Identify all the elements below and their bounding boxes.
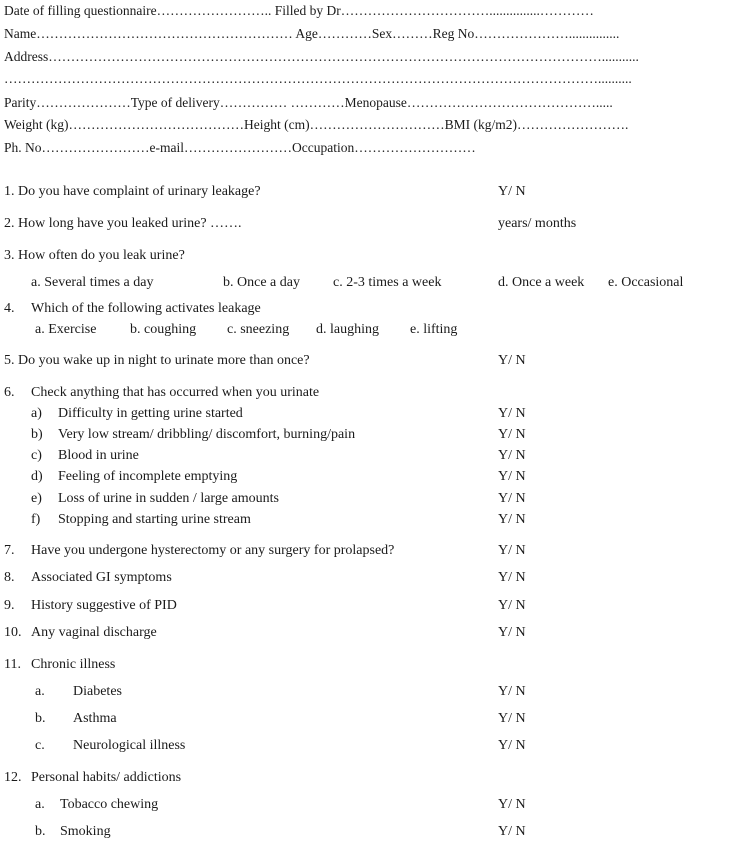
question-6-item-letter: a): [31, 406, 42, 421]
question-8-number: 8.: [4, 570, 15, 585]
question-8-answer[interactable]: Y/ N: [498, 570, 526, 585]
question-12-item-letter: a.: [35, 797, 45, 812]
question-9-text: History suggestive of PID: [31, 598, 177, 613]
question-10-number: 10.: [4, 625, 22, 640]
question-7-text: Have you undergone hysterectomy or any surgery for prolapsed?: [31, 543, 395, 558]
question-6-item-text: Blood in urine: [58, 448, 139, 463]
header-line-name-age-sex-regno[interactable]: Name………………………………………………… Age…………Sex………Reg No…………………...............: [4, 26, 620, 41]
question-3-text: 3. How often do you leak urine?: [4, 248, 185, 263]
question-6-item-answer[interactable]: Y/ N: [498, 469, 526, 484]
question-9-number: 9.: [4, 598, 15, 613]
question-6-item-answer[interactable]: Y/ N: [498, 512, 526, 527]
question-5-text: 5. Do you wake up in night to urinate more than once?: [4, 353, 310, 368]
question-6-item-text: Stopping and starting urine stream: [58, 512, 251, 527]
question-11-item-letter: c.: [35, 738, 45, 753]
header-line-parity-delivery-menopause[interactable]: Parity…………………Type of delivery…………… …………Menopause…………………………………….....: [4, 95, 613, 110]
question-11-item-text: Asthma: [73, 711, 117, 726]
question-12-number: 12.: [4, 770, 22, 785]
question-12-item-answer[interactable]: Y/ N: [498, 824, 526, 839]
question-11-item-text: Diabetes: [73, 684, 122, 699]
header-line-phone-email-occupation[interactable]: Ph. No……………………e-mail……………………Occupation………………………: [4, 140, 476, 155]
question-6-item-text: Difficulty in getting urine started: [58, 406, 243, 421]
question-12-item-text: Tobacco chewing: [60, 797, 159, 812]
question-1-text: 1. Do you have complaint of urinary leakage?: [4, 184, 261, 199]
question-12-item-answer[interactable]: Y/ N: [498, 797, 526, 812]
question-6-item-text: Very low stream/ dribbling/ discomfort, burning/pain: [58, 427, 356, 442]
question-4-option-a[interactable]: a. Exercise: [35, 322, 97, 337]
question-12-item-letter: b.: [35, 824, 46, 839]
question-10-text: Any vaginal discharge: [31, 625, 157, 640]
question-3-option-e[interactable]: e. Occasional: [608, 275, 684, 290]
question-6-item-letter: d): [31, 469, 43, 484]
question-6-item-answer[interactable]: Y/ N: [498, 406, 526, 421]
question-7-answer[interactable]: Y/ N: [498, 543, 526, 558]
question-1-answer[interactable]: Y/ N: [498, 184, 526, 199]
question-11-item-letter: b.: [35, 711, 46, 726]
question-3-option-b[interactable]: b. Once a day: [223, 275, 300, 290]
question-4-option-c[interactable]: c. sneezing: [227, 322, 290, 337]
question-11-text: Chronic illness: [31, 657, 116, 672]
question-8-text: Associated GI symptoms: [31, 570, 172, 585]
question-4-option-e[interactable]: e. lifting: [410, 322, 458, 337]
question-11-item-letter: a.: [35, 684, 45, 699]
question-6-text: Check anything that has occurred when you urinate: [31, 385, 320, 400]
question-12-item-text: Smoking: [60, 824, 111, 839]
header-line-address[interactable]: Address……………………………………………………………………………………………………………...........: [4, 49, 639, 64]
question-2-answer[interactable]: years/ months: [498, 216, 577, 231]
question-11-item-text: Neurological illness: [73, 738, 186, 753]
question-6-item-letter: c): [31, 448, 42, 463]
question-7-number: 7.: [4, 543, 15, 558]
question-4-option-b[interactable]: b. coughing: [130, 322, 197, 337]
question-11-item-answer[interactable]: Y/ N: [498, 684, 526, 699]
header-line-address-cont[interactable]: ……………………………………………………………………………………………………………………..........: [4, 71, 632, 86]
header-line-date-doctor[interactable]: Date of filling questionnaire…………………….. Filled by Dr……………………………...............…………: [4, 3, 594, 18]
question-3-option-a[interactable]: a. Several times a day: [31, 275, 154, 290]
question-5-answer[interactable]: Y/ N: [498, 353, 526, 368]
question-4-option-d[interactable]: d. laughing: [316, 322, 379, 337]
question-6-item-text: Loss of urine in sudden / large amounts: [58, 491, 279, 506]
question-6-item-answer[interactable]: Y/ N: [498, 491, 526, 506]
question-12-text: Personal habits/ addictions: [31, 770, 182, 785]
question-3-option-c[interactable]: c. 2-3 times a week: [333, 275, 442, 290]
question-11-number: 11.: [4, 657, 21, 672]
question-6-item-letter: b): [31, 427, 43, 442]
question-6-number: 6.: [4, 385, 15, 400]
question-6-item-answer[interactable]: Y/ N: [498, 448, 526, 463]
question-11-item-answer[interactable]: Y/ N: [498, 711, 526, 726]
question-6-item-text: Feeling of incomplete emptying: [58, 469, 238, 484]
question-11-item-answer[interactable]: Y/ N: [498, 738, 526, 753]
question-6-item-answer[interactable]: Y/ N: [498, 427, 526, 442]
question-6-item-letter: f): [31, 512, 41, 527]
question-4-number: 4.: [4, 301, 15, 316]
question-10-answer[interactable]: Y/ N: [498, 625, 526, 640]
question-2-text[interactable]: 2. How long have you leaked urine? …….: [4, 216, 242, 231]
question-9-answer[interactable]: Y/ N: [498, 598, 526, 613]
header-line-weight-height-bmi[interactable]: Weight (kg)…………………………………Height (cm)…………………………BMI (kg/m2)…………………….: [4, 117, 629, 132]
question-4-text: Which of the following activates leakage: [31, 301, 261, 316]
question-3-option-d[interactable]: d. Once a week: [498, 275, 585, 290]
question-6-item-letter: e): [31, 491, 42, 506]
